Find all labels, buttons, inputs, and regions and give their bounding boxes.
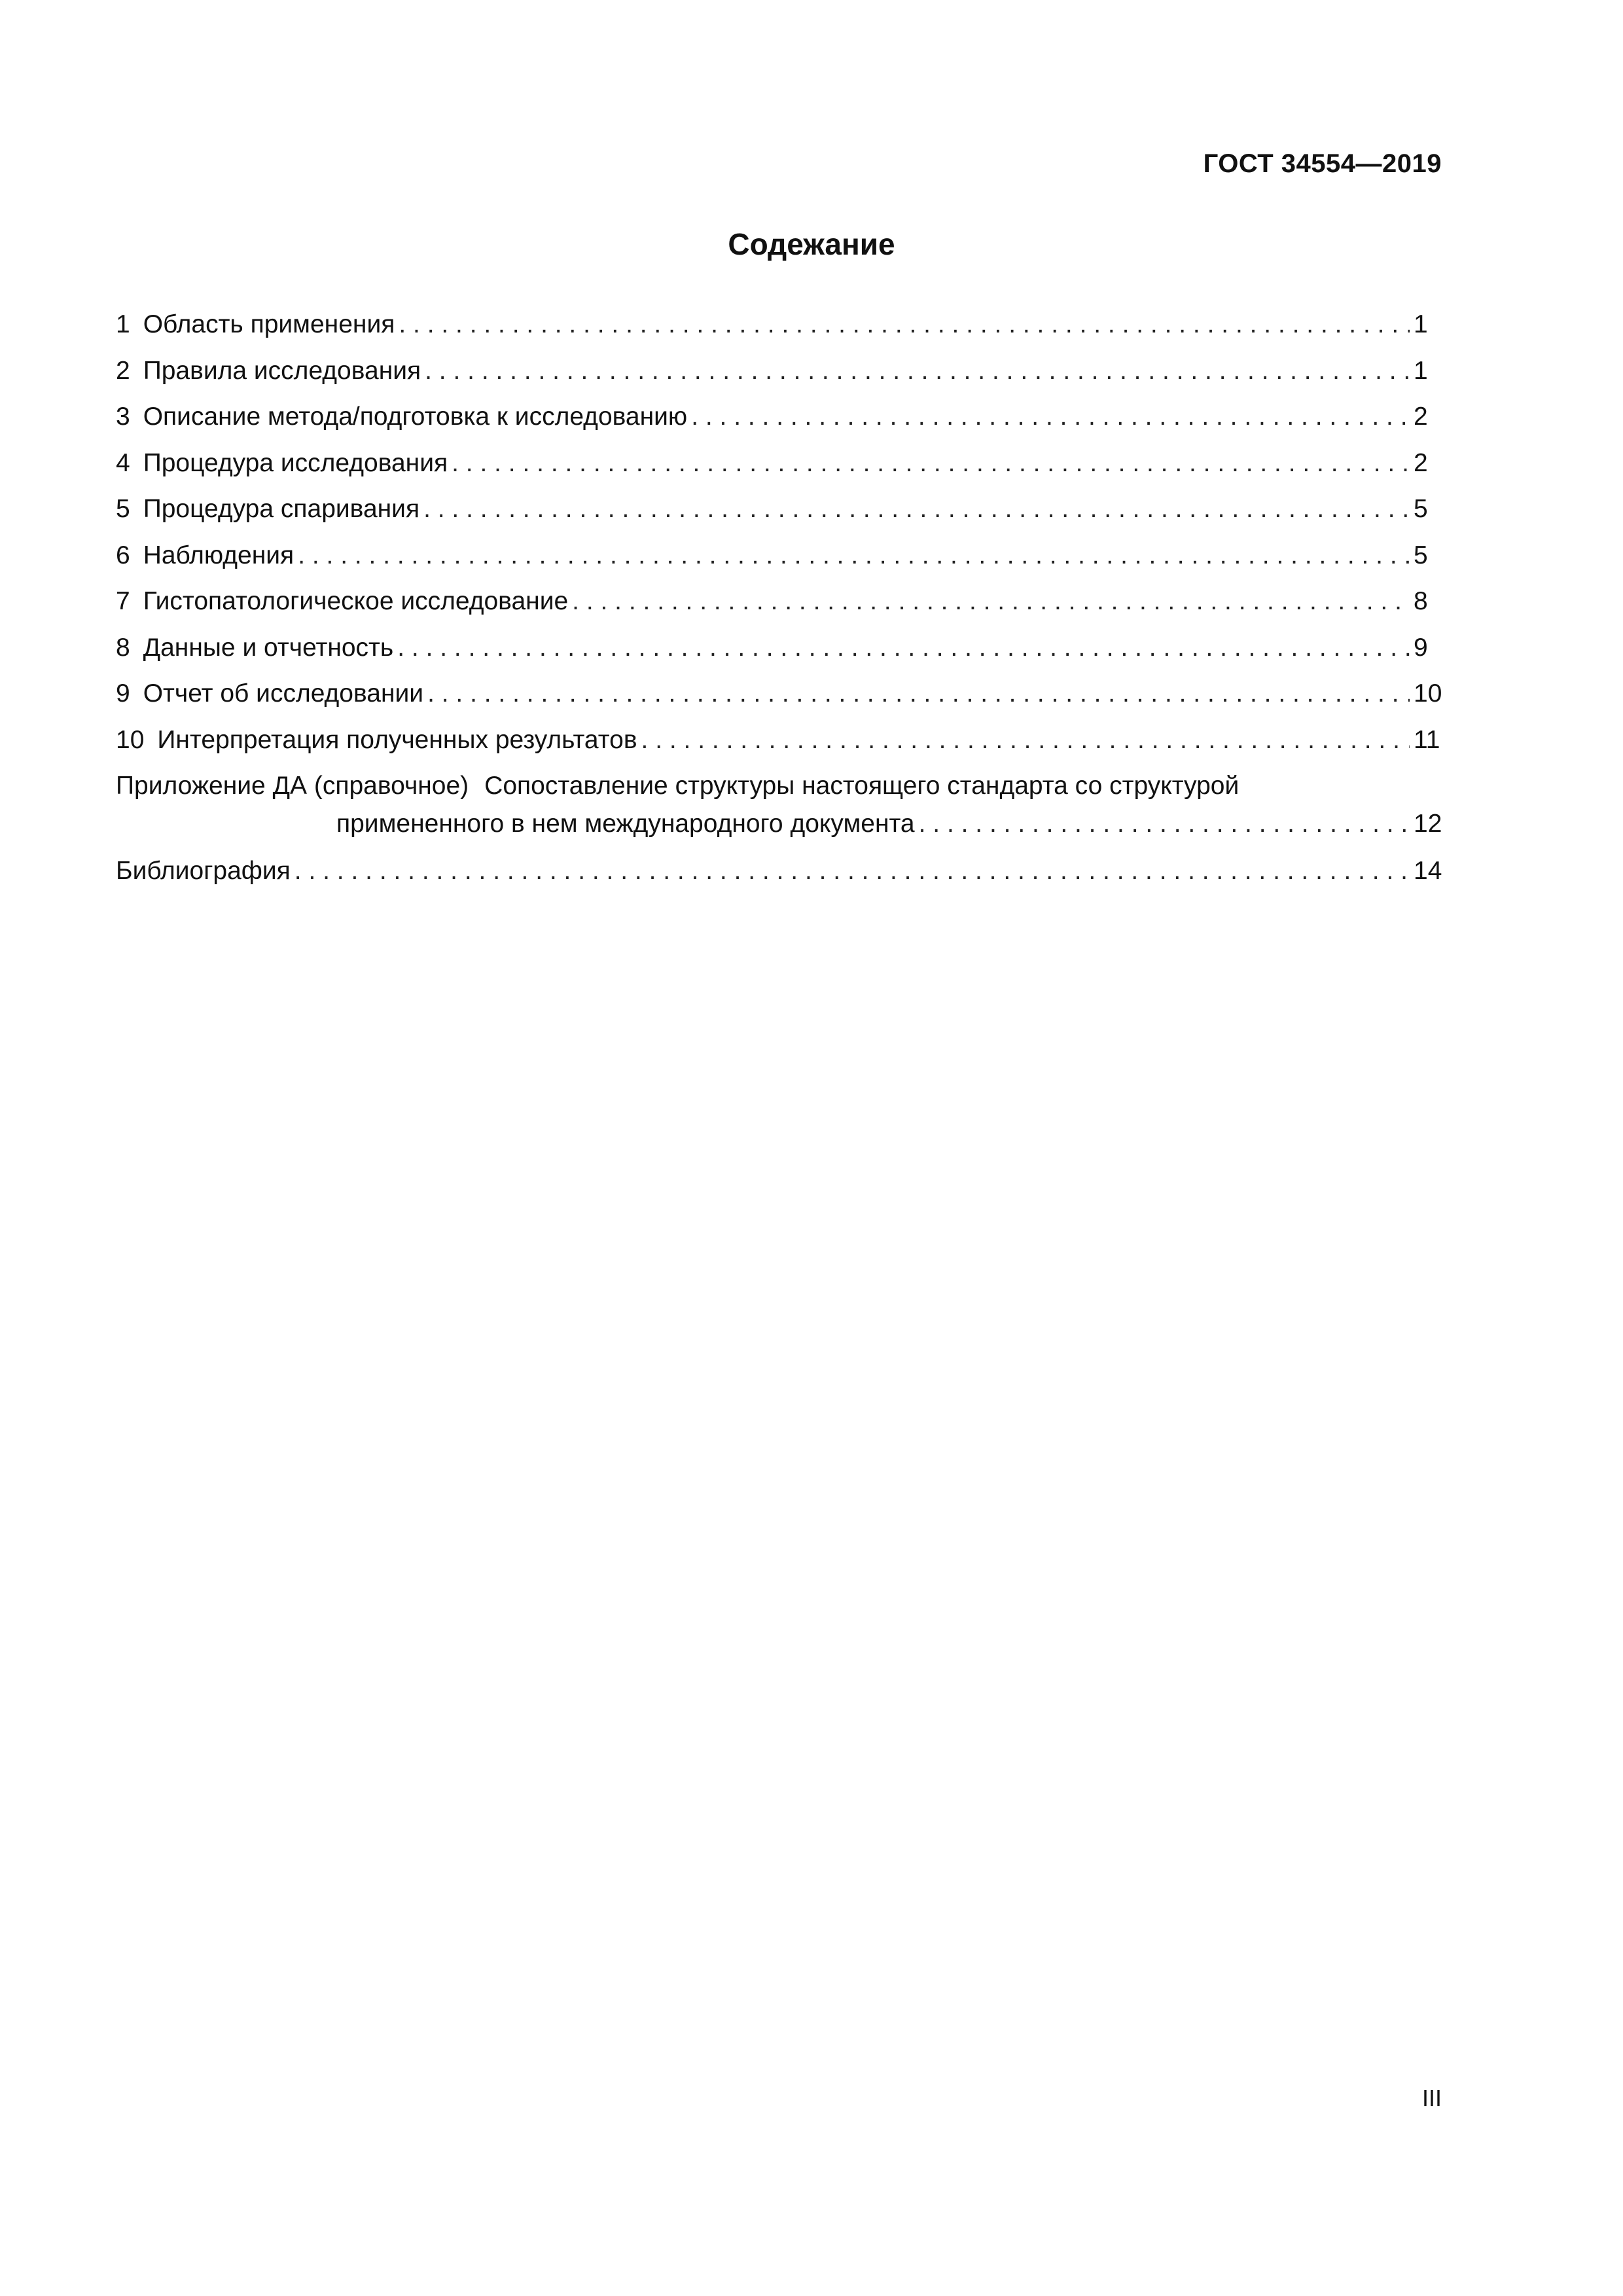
dot-leader [572, 584, 1410, 619]
toc-entry-bibliography[interactable] [116, 854, 1446, 901]
table-of-contents [116, 308, 1446, 901]
toc-entry-page: 5 [1414, 541, 1428, 569]
toc-entry-8[interactable] [116, 631, 1446, 677]
toc-entry-page: 14 [1414, 857, 1442, 885]
toc-entry-label: Область применения [143, 310, 395, 338]
toc-entry-label: Наблюдения [143, 541, 294, 569]
toc-entry-label: Гистопатологическое исследование [143, 587, 569, 615]
toc-entry-number: 1 [116, 310, 130, 338]
toc-entry-1[interactable] [116, 308, 1446, 354]
toc-entry-page: 2 [1414, 403, 1428, 431]
toc-entry-5[interactable] [116, 492, 1446, 539]
toc-entry-page: 9 [1414, 633, 1428, 662]
toc-entry-number: 10 [116, 725, 145, 754]
document-code: ГОСТ 34554—2019 [1203, 149, 1442, 178]
toc-entry-6[interactable] [116, 539, 1446, 585]
toc-entry-4[interactable] [116, 446, 1446, 493]
dot-leader [298, 539, 1410, 573]
toc-entry-page: 1 [1414, 356, 1428, 385]
toc-entry-label: Описание метода/подготовка к исследованию [143, 403, 688, 431]
page-number: III [1421, 2085, 1442, 2111]
toc-entry-page: 1 [1414, 310, 1428, 338]
annex-title-part-2: примененного в нем международного документа [336, 810, 915, 838]
toc-entry-page: 12 [1414, 810, 1442, 838]
toc-entry-page: 2 [1414, 448, 1428, 477]
toc-title: Содежание [728, 227, 895, 261]
toc-entry-label: Данные и отчетность [143, 633, 394, 662]
toc-entry-3[interactable] [116, 400, 1446, 446]
toc-entry-number: 4 [116, 448, 130, 477]
dot-leader [294, 854, 1410, 888]
dot-leader [691, 400, 1410, 434]
annex-title-line-2 [116, 807, 1446, 854]
toc-entry-label: Отчет об исследовании [143, 679, 424, 708]
toc-entry-number: 5 [116, 495, 130, 523]
dot-leader [641, 723, 1410, 757]
toc-entry-page: 11 [1414, 725, 1440, 754]
toc-entry-label: Процедура исследования [143, 448, 448, 477]
dot-leader [452, 446, 1410, 480]
toc-entry-page: 10 [1414, 679, 1442, 708]
toc-entry-9[interactable] [116, 677, 1446, 723]
annex-title-part-1: Сопоставление структуры настоящего стандарта со структурой [484, 772, 1240, 800]
toc-entry-page: 8 [1414, 587, 1428, 615]
annex-prefix: Приложение ДА (справочное) [116, 772, 469, 800]
dot-leader [427, 677, 1410, 711]
toc-entry-number: 6 [116, 541, 130, 569]
toc-entry-number: 9 [116, 679, 130, 708]
dot-leader [399, 308, 1410, 342]
toc-entry-number: 7 [116, 587, 130, 615]
toc-entry-label: Библиография [116, 857, 291, 885]
toc-entry-10[interactable] [116, 723, 1446, 770]
toc-entry-number: 2 [116, 356, 130, 385]
dot-leader [425, 354, 1410, 388]
toc-entry-label: Интерпретация полученных результатов [157, 725, 637, 754]
dot-leader [919, 807, 1410, 841]
toc-entry-2[interactable] [116, 354, 1446, 401]
toc-entry-page: 5 [1414, 495, 1428, 523]
toc-entry-label: Правила исследования [143, 356, 421, 385]
dot-leader [397, 631, 1410, 665]
toc-entry-annex-da[interactable] [116, 769, 1446, 854]
toc-entry-number: 3 [116, 403, 130, 431]
toc-entry-7[interactable] [116, 584, 1446, 631]
annex-title-line-1 [116, 769, 1446, 807]
toc-entry-number: 8 [116, 633, 130, 662]
dot-leader [423, 492, 1410, 526]
toc-entry-label: Процедура спаривания [143, 495, 420, 523]
